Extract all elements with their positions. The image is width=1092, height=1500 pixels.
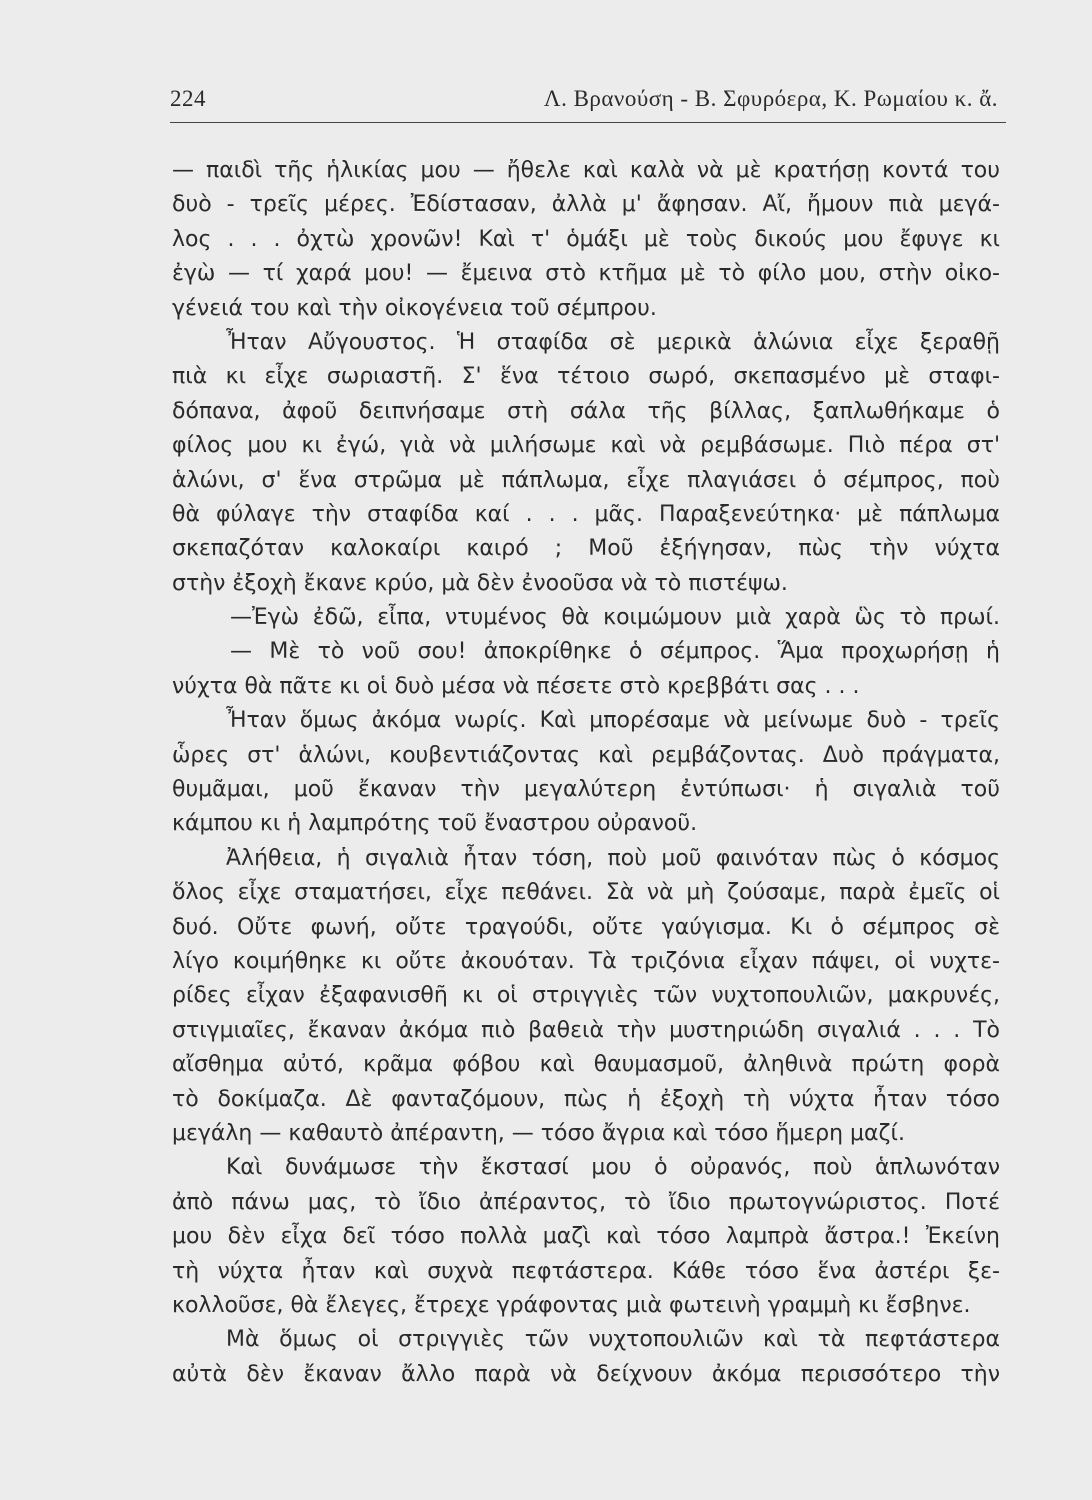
text-line: κολλοῦσε, θὰ ἔλεγες, ἔτρεχε γράφοντας μιὰ φωτεινὴ γραμμὴ κι ἔσβηνε. <box>172 1292 971 1318</box>
text-line: ἐγὼ — τί χαρά μου! — ἔμεινα στὸ κτῆμα μὲ τὸ φίλο μου, στὴν οἰκο- <box>172 261 1000 287</box>
text-line: κάμπου κι ἡ λαμπρότης τοῦ ἔναστρου οὐρανοῦ. <box>172 811 698 837</box>
text-line: —Ἐγὼ ἐδῶ, εἶπα, ντυμένος θὰ κοιμώμουν μιὰ χαρὰ ὣς τὸ πρωί. <box>230 605 1000 631</box>
text-line: Ἀλήθεια, ἡ σιγαλιὰ ἦταν τόση, ποὺ μοῦ φαινόταν πὼς ὁ κόσμος <box>226 845 1000 871</box>
text-line: πιὰ κι εἶχε σωριαστῆ. Σ' ἕνα τέτοιο σωρό, σκεπασμένο μὲ σταφι- <box>172 364 1000 390</box>
text-line: λος . . . ὀχτὼ χρονῶν! Καὶ τ' ὁμάξι μὲ τοὺς δικούς μου ἔφυγε κι <box>172 226 1000 252</box>
text-line: δόπανα, ἀφοῦ δειπνήσαμε στὴ σάλα τῆς βίλλας, ξαπλωθήκαμε ὁ <box>172 398 1000 424</box>
text-line: μεγάλη — καθαυτὸ ἀπέραντη, — τόσο ἄγρια καὶ τόσο ἥμερη μαζί. <box>172 1120 905 1146</box>
text-line: ἀπὸ πάνω μας, τὸ ἴδιο ἀπέραντος, τὸ ἴδιο πρωτογνώριστος. Ποτέ <box>172 1189 1000 1215</box>
text-line: θυμᾶμαι, μοῦ ἔκαναν τὴν μεγαλύτερη ἐντύπωσι· ἡ σιγαλιὰ τοῦ <box>172 777 1000 803</box>
text-line: Μὰ ὅμως οἱ στριγγιὲς τῶν νυχτοπουλιῶν καὶ τὰ πεφτάστερα <box>226 1327 1000 1353</box>
text-line: στιγμιαῖες, ἔκαναν ἀκόμα πιὸ βαθειὰ τὴν μυστηριώδη σιγαλιά . . . Τὸ <box>172 1017 1000 1043</box>
text-line: ὧρες στ' ἁλώνι, κουβεντιάζοντας καὶ ρεμβάζοντας. Δυὸ πράγματα, <box>172 742 1000 768</box>
text-line: τὴ νύχτα ἦταν καὶ συχνὰ πεφτάστερα. Κάθε τόσο ἕνα ἀστέρι ξε- <box>172 1258 1000 1284</box>
text-line: — Μὲ τὸ νοῦ σου! ἀποκρίθηκε ὁ σέμπρος. Ἅμα προχωρήσῃ ἡ <box>230 639 1000 665</box>
text-line: θὰ φύλαγε τὴν σταφίδα καί . . . μᾶς. Παραξενεύτηκα· μὲ πάπλωμα <box>172 501 1000 527</box>
text-line: Καὶ δυνάμωσε τὴν ἔκστασί μου ὁ οὐρανός, ποὺ ἁπλωνόταν <box>226 1155 1000 1181</box>
running-head: Λ. Βρανούση - Β. Σφυρόερα, Κ. Ρωμαίου κ. ἄ. <box>543 86 998 111</box>
page-header <box>170 86 1006 123</box>
text-line: αὐτὰ δὲν ἔκαναν ἄλλο παρὰ νὰ δείχνουν ἀκόμα περισσότερο τὴν <box>172 1361 1000 1387</box>
text-line: φίλος μου κι ἐγώ, γιὰ νὰ μιλήσωμε καὶ νὰ ρεμβάσωμε. Πιὸ πέρα στ' <box>172 433 1000 459</box>
text-line: Ἦταν Αὔγουστος. Ἡ σταφίδα σὲ μερικὰ ἁλώνια εἶχε ξεραθῇ <box>226 329 1000 355</box>
page-number: 224 <box>170 86 206 111</box>
text-line: τὸ δοκίμαζα. Δὲ φανταζόμουν, πὼς ἡ ἐξοχὴ τὴ νύχτα ἦταν τόσο <box>172 1086 1000 1112</box>
text-line: ἁλώνι, σ' ἕνα στρῶμα μὲ πάπλωμα, εἶχε πλαγιάσει ὁ σέμπρος, ποὺ <box>172 467 1000 493</box>
text-line: δυὸ - τρεῖς μέρες. Ἐδίστασαν, ἀλλὰ μ' ἄφησαν. Αἴ, ἤμουν πιὰ μεγά- <box>172 192 1000 218</box>
text-line: μου δὲν εἶχα δεῖ τόσο πολλὰ μαζὶ καὶ τόσο λαμπρὰ ἄστρα.! Ἐκείνη <box>172 1224 1000 1250</box>
body-text <box>172 154 1000 1392</box>
text-line: λίγο κοιμήθηκε κι οὔτε ἀκουόταν. Τὰ τριζόνια εἶχαν πάψει, οἱ νυχτε- <box>172 948 1000 974</box>
text-line: σκεπαζόταν καλοκαίρι καιρό ; Μοῦ ἐξήγησαν, πὼς τὴν νύχτα <box>172 536 1000 562</box>
text-line: ρίδες εἶχαν ἐξαφανισθῆ κι οἱ στριγγιὲς τῶν νυχτοπουλιῶν, μακρυνές, <box>172 983 1000 1009</box>
text-line: — παιδὶ τῆς ἡλικίας μου — ἤθελε καὶ καλὰ νὰ μὲ κρατήσῃ κοντά του <box>172 158 1000 183</box>
text-line: ὅλος εἶχε σταματήσει, εἶχε πεθάνει. Σὰ νὰ μὴ ζούσαμε, παρὰ ἐμεῖς οἱ <box>172 880 1000 906</box>
text-line: στὴν ἐξοχὴ ἔκανε κρύο, μὰ δὲν ἐνοοῦσα νὰ τὸ πιστέψω. <box>172 570 788 596</box>
text-line: αἴσθημα αὐτό, κρᾶμα φόβου καὶ θαυμασμοῦ, ἀληθινὰ πρώτη φορὰ <box>172 1052 1000 1078</box>
text-line: γένειά του καὶ τὴν οἰκογένεια τοῦ σέμπρου. <box>172 295 657 321</box>
text-line: Ἦταν ὅμως ἀκόμα νωρίς. Καὶ μπορέσαμε νὰ μείνωμε δυὸ - τρεῖς <box>226 708 1000 734</box>
text-line: νύχτα θὰ πᾶτε κι οἱ δυὸ μέσα νὰ πέσετε στὸ κρεββάτι σας . . . <box>172 673 860 699</box>
text-line: δυό. Οὔτε φωνή, οὔτε τραγούδι, οὔτε γαύγισμα. Κι ὁ σέμπρος σὲ <box>172 914 1000 940</box>
